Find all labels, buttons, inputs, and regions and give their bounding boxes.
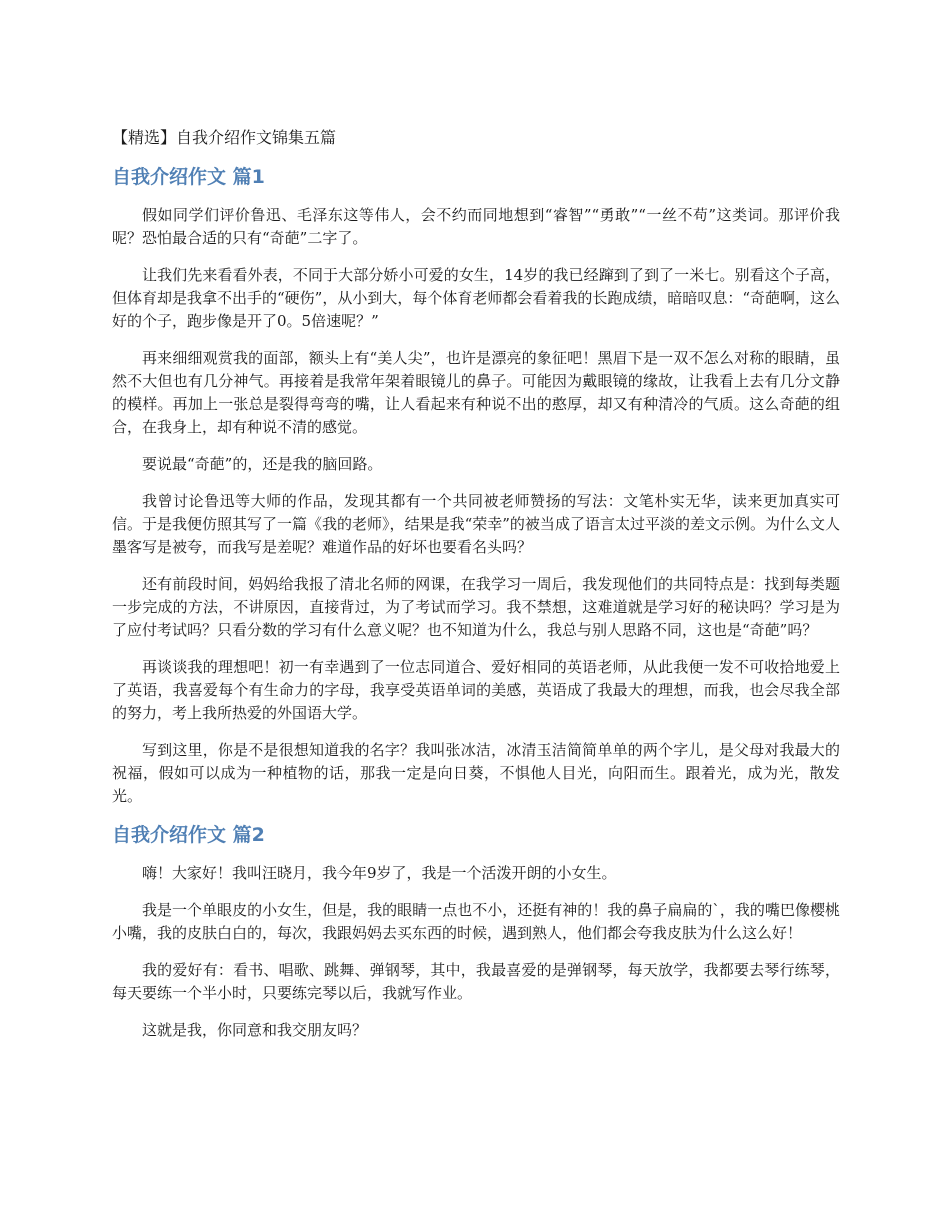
paragraph: 我曾讨论鲁迅等大师的作品，发现其都有一个共同被老师赞扬的写法：文笔朴实无华，读来更加真实可信。于是我便仿照其写了一篇《我的老师》，结果是我“荣幸”的被当成了语言太过平淡的差文示例。为什么文人墨客写是被夸，而我写是差呢？难道作品的好坏也要看名头吗？ bbox=[112, 492, 840, 556]
document-page bbox=[112, 126, 840, 1056]
essay-section-2 bbox=[112, 822, 840, 1042]
document-title: 【精选】自我介绍作文锦集五篇 bbox=[112, 128, 337, 147]
paragraph: 假如同学们评价鲁迅、毛泽东这等伟人，会不约而同地想到“睿智”“勇敢”“一丝不苟”这类词。那评价我呢？恐怕最合适的只有“奇葩”二字了。 bbox=[112, 206, 840, 247]
paragraph: 我是一个单眼皮的小女生，但是，我的眼睛一点也不小，还挺有神的！我的鼻子扁扁的`，我的嘴巴像樱桃小嘴，我的皮肤白白的，每次，我跟妈妈去买东西的时候，遇到熟人，他们都会夸我皮肤为什么这么好！ bbox=[112, 901, 840, 942]
paragraph: 让我们先来看看外表，不同于大部分娇小可爱的女生，14岁的我已经蹿到了到了一米七。别看这个子高，但体育却是我拿不出手的“硬伤”，从小到大，每个体育老师都会看着我的长跑成绩，暗暗叹息：“奇葩啊，这么好的个子，跑步像是开了0。5倍速呢？” bbox=[112, 266, 841, 330]
paragraph: 还有前段时间，妈妈给我报了清北名师的网课，在我学习一周后，我发现他们的共同特点是：找到每类题一步完成的方法，不讲原因，直接背过，为了考试而学习。我不禁想，这难道就是学习好的秘诀吗？学习是为了应付考试吗？只看分数的学习有什么意义呢？也不知道为什么，我总与别人思路不同，这也是“奇葩”吗？ bbox=[112, 575, 840, 639]
paragraph: 我的爱好有：看书、唱歌、跳舞、弹钢琴，其中，我最喜爱的是弹钢琴，每天放学，我都要去琴行练琴，每天要练一个半小时，只要练完琴以后，我就写作业。 bbox=[112, 961, 840, 1002]
section-heading: 自我介绍作文 篇1 bbox=[112, 166, 265, 188]
paragraph: 写到这里，你是不是很想知道我的名字？我叫张冰洁，冰清玉洁简简单单的两个字儿，是父母对我最大的祝福，假如可以成为一种植物的话，那我一定是向日葵，不惧他人目光，向阳而生。跟着光，成为光，散发光。 bbox=[112, 741, 840, 805]
section-heading: 自我介绍作文 篇2 bbox=[112, 824, 265, 846]
paragraph: 嗨！大家好！我叫汪晓月，我今年9岁了，我是一个活泼开朗的小女生。 bbox=[142, 864, 617, 882]
paragraph: 再谈谈我的理想吧！初一有幸遇到了一位志同道合、爱好相同的英语老师，从此我便一发不可收拾地爱上了英语，我喜爱每个有生命力的字母，我享受英语单词的美感，英语成了我最大的理想，而我，也会尽我全部的努力，考上我所热爱的外国语大学。 bbox=[112, 658, 840, 722]
paragraph: 要说最“奇葩”的，还是我的脑回路。 bbox=[142, 455, 383, 473]
essay-section-1 bbox=[112, 164, 840, 808]
paragraph: 再来细细观赏我的面部，额头上有“美人尖”，也许是漂亮的象征吧！黑眉下是一双不怎么对称的眼睛，虽然不大但也有几分神气。再接着是我常年架着眼镜儿的鼻子。可能因为戴眼镜的缘故，让我看上去有几分文静的模样。再加上一张总是裂得弯弯的嘴，让人看起来有种说不出的憨厚，却又有种清冷的气质。这么奇葩的组合，在我身上，却有种说不清的感觉。 bbox=[112, 349, 840, 436]
paragraph: 这就是我，你同意和我交朋友吗？ bbox=[142, 1021, 368, 1039]
